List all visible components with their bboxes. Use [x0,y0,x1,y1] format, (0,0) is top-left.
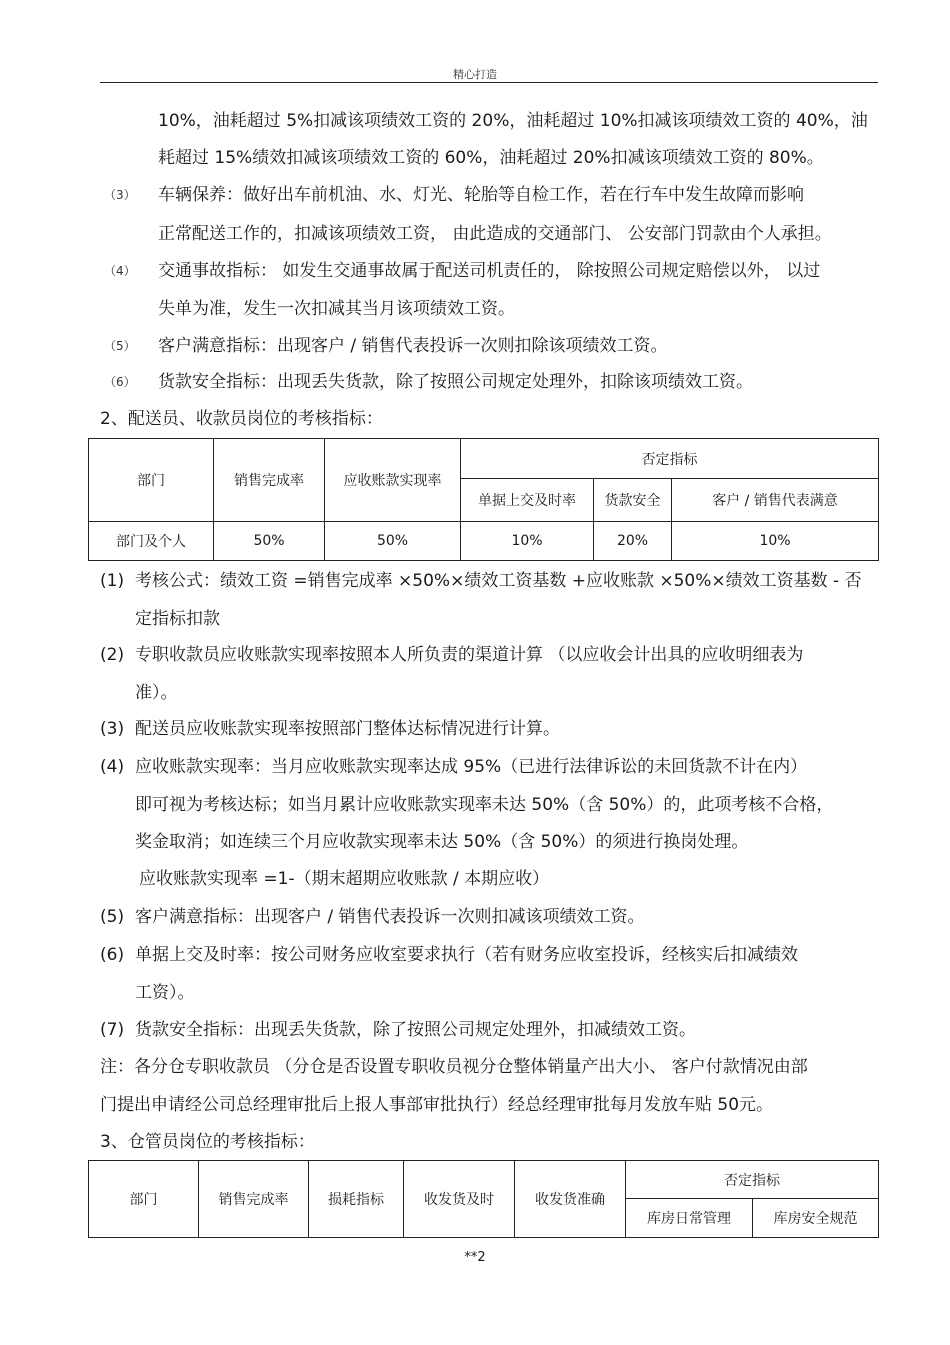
item-marker: (2) [100,645,125,665]
item-text: 准）。 [135,683,178,703]
page-header: 精心打造 [453,68,497,81]
cell-value: 50% [325,522,461,561]
header-receivable-rate: 应收账款实现率 [325,439,461,522]
item-text: 货款安全指标：出现丢失货款，除了按照公司规定处理外，扣减绩效工资。 [135,1020,696,1040]
section-2-title: 2、配送员、收款员岗位的考核指标： [100,409,383,429]
table-warehouse-kpi [88,1160,879,1238]
item-marker: （4） [104,264,136,278]
section-3-title: 3、仓管员岗位的考核指标： [100,1132,315,1152]
header-rule [100,82,878,83]
item-text: 正常配送工作的，扣减该项绩效工资， 由此造成的交通部门、 公安部门罚款由个人承担。 [158,224,832,244]
header-negative-indicators: 否定指标 [626,1161,879,1199]
item-marker: (4) [100,757,125,777]
item-text: 应收账款实现率：当月应收账款实现率达成 95%（已进行法律诉讼的未回货款不计在内） [135,757,808,777]
item-text: 车辆保养：做好出车前机油、水、灯光、轮胎等自检工作，若在行车中发生故障而影响 [158,185,804,205]
cell-value: 20% [594,522,672,561]
cell-value: 10% [461,522,594,561]
cell-value: 10% [672,522,879,561]
item-marker: (5) [100,907,125,927]
item-text: 货款安全指标：出现丢失货款，除了按照公司规定处理外，扣除该项绩效工资。 [158,372,753,392]
item-marker: （5） [104,339,136,353]
item-text: 奖金取消；如连续三个月应收款实现率未达 50%（含 50%）的须进行换岗处理。 [135,832,749,852]
table-delivery-kpi [88,438,879,561]
item-marker: (3) [100,719,125,739]
item-marker: (7) [100,1020,125,1040]
item-text: 客户满意指标：出现客户 / 销售代表投诉一次则扣减该项绩效工资。 [135,907,645,927]
item-marker: (1) [100,571,125,591]
row-label: 部门及个人 [89,522,214,561]
header-safety-standards: 库房安全规范 [753,1199,879,1238]
item-text: 失单为准，发生一次扣减其当月该项绩效工资。 [158,299,515,319]
item-text: 配送员应收账款实现率按照部门整体达标情况进行计算。 [135,719,560,739]
header-customer-satisfaction: 客户 / 销售代表满意 [672,479,879,522]
header-shipping-timely: 收发货及时 [404,1161,515,1238]
header-loss-indicator: 损耗指标 [309,1161,404,1238]
header-daily-management: 库房日常管理 [626,1199,753,1238]
note-line-2: 门提出申请经公司总经理审批后上报人事部审批执行）经总经理审批每月发放车贴 50元。 [100,1095,774,1115]
item-text: 定指标扣款 [135,609,220,629]
header-dept: 部门 [89,439,214,522]
header-dept: 部门 [89,1161,199,1238]
section1-line-1: 10%，油耗超过 5%扣减该项绩效工资的 20%，油耗超过 10%扣减该项绩效工资的 40%，油 [158,111,868,131]
item-text: 客户满意指标：出现客户 / 销售代表投诉一次则扣除该项绩效工资。 [158,336,668,356]
header-sales-rate: 销售完成率 [199,1161,309,1238]
item-text: 即可视为考核达标；如当月累计应收账款实现率未达 50%（含 50%）的，此项考核不合格， [135,795,834,815]
note-line-1: 注：各分仓专职收款员 （分仓是否设置专职收员视分仓整体销量产出大小、 客户付款情况由部 [100,1057,808,1077]
item-marker: (6) [100,945,125,965]
header-doc-timely: 单据上交及时率 [461,479,594,522]
header-negative-indicators: 否定指标 [461,439,879,479]
page-footer: **2 [464,1250,486,1265]
item-text: 单据上交及时率：按公司财务应收室要求执行（若有财务应收室投诉，经核实后扣减绩效 [135,945,798,965]
section1-line-2: 耗超过 15%绩效扣减该项绩效工资的 60%，油耗超过 20%扣减该项绩效工资的 80%。 [158,148,824,168]
item-text: 专职收款员应收账款实现率按照本人所负责的渠道计算 （以应收会计出具的应收明细表为 [135,645,804,665]
header-payment-safety: 货款安全 [594,479,672,522]
header-sales-rate: 销售完成率 [214,439,325,522]
item-marker: （3） [104,188,136,202]
formula-text: 应收账款实现率 =1-（期末超期应收账款 / 本期应收） [139,869,550,889]
cell-value: 50% [214,522,325,561]
item-marker: （6） [104,375,136,389]
item-text: 交通事故指标： 如发生交通事故属于配送司机责任的， 除按照公司规定赔偿以外， 以过 [158,261,821,281]
item-text: 工资）。 [135,983,195,1003]
item-text: 考核公式：绩效工资 =销售完成率 ×50%×绩效工资基数 +应收账款 ×50%×绩效工资基数 - 否 [135,571,862,591]
header-shipping-accurate: 收发货准确 [515,1161,626,1238]
